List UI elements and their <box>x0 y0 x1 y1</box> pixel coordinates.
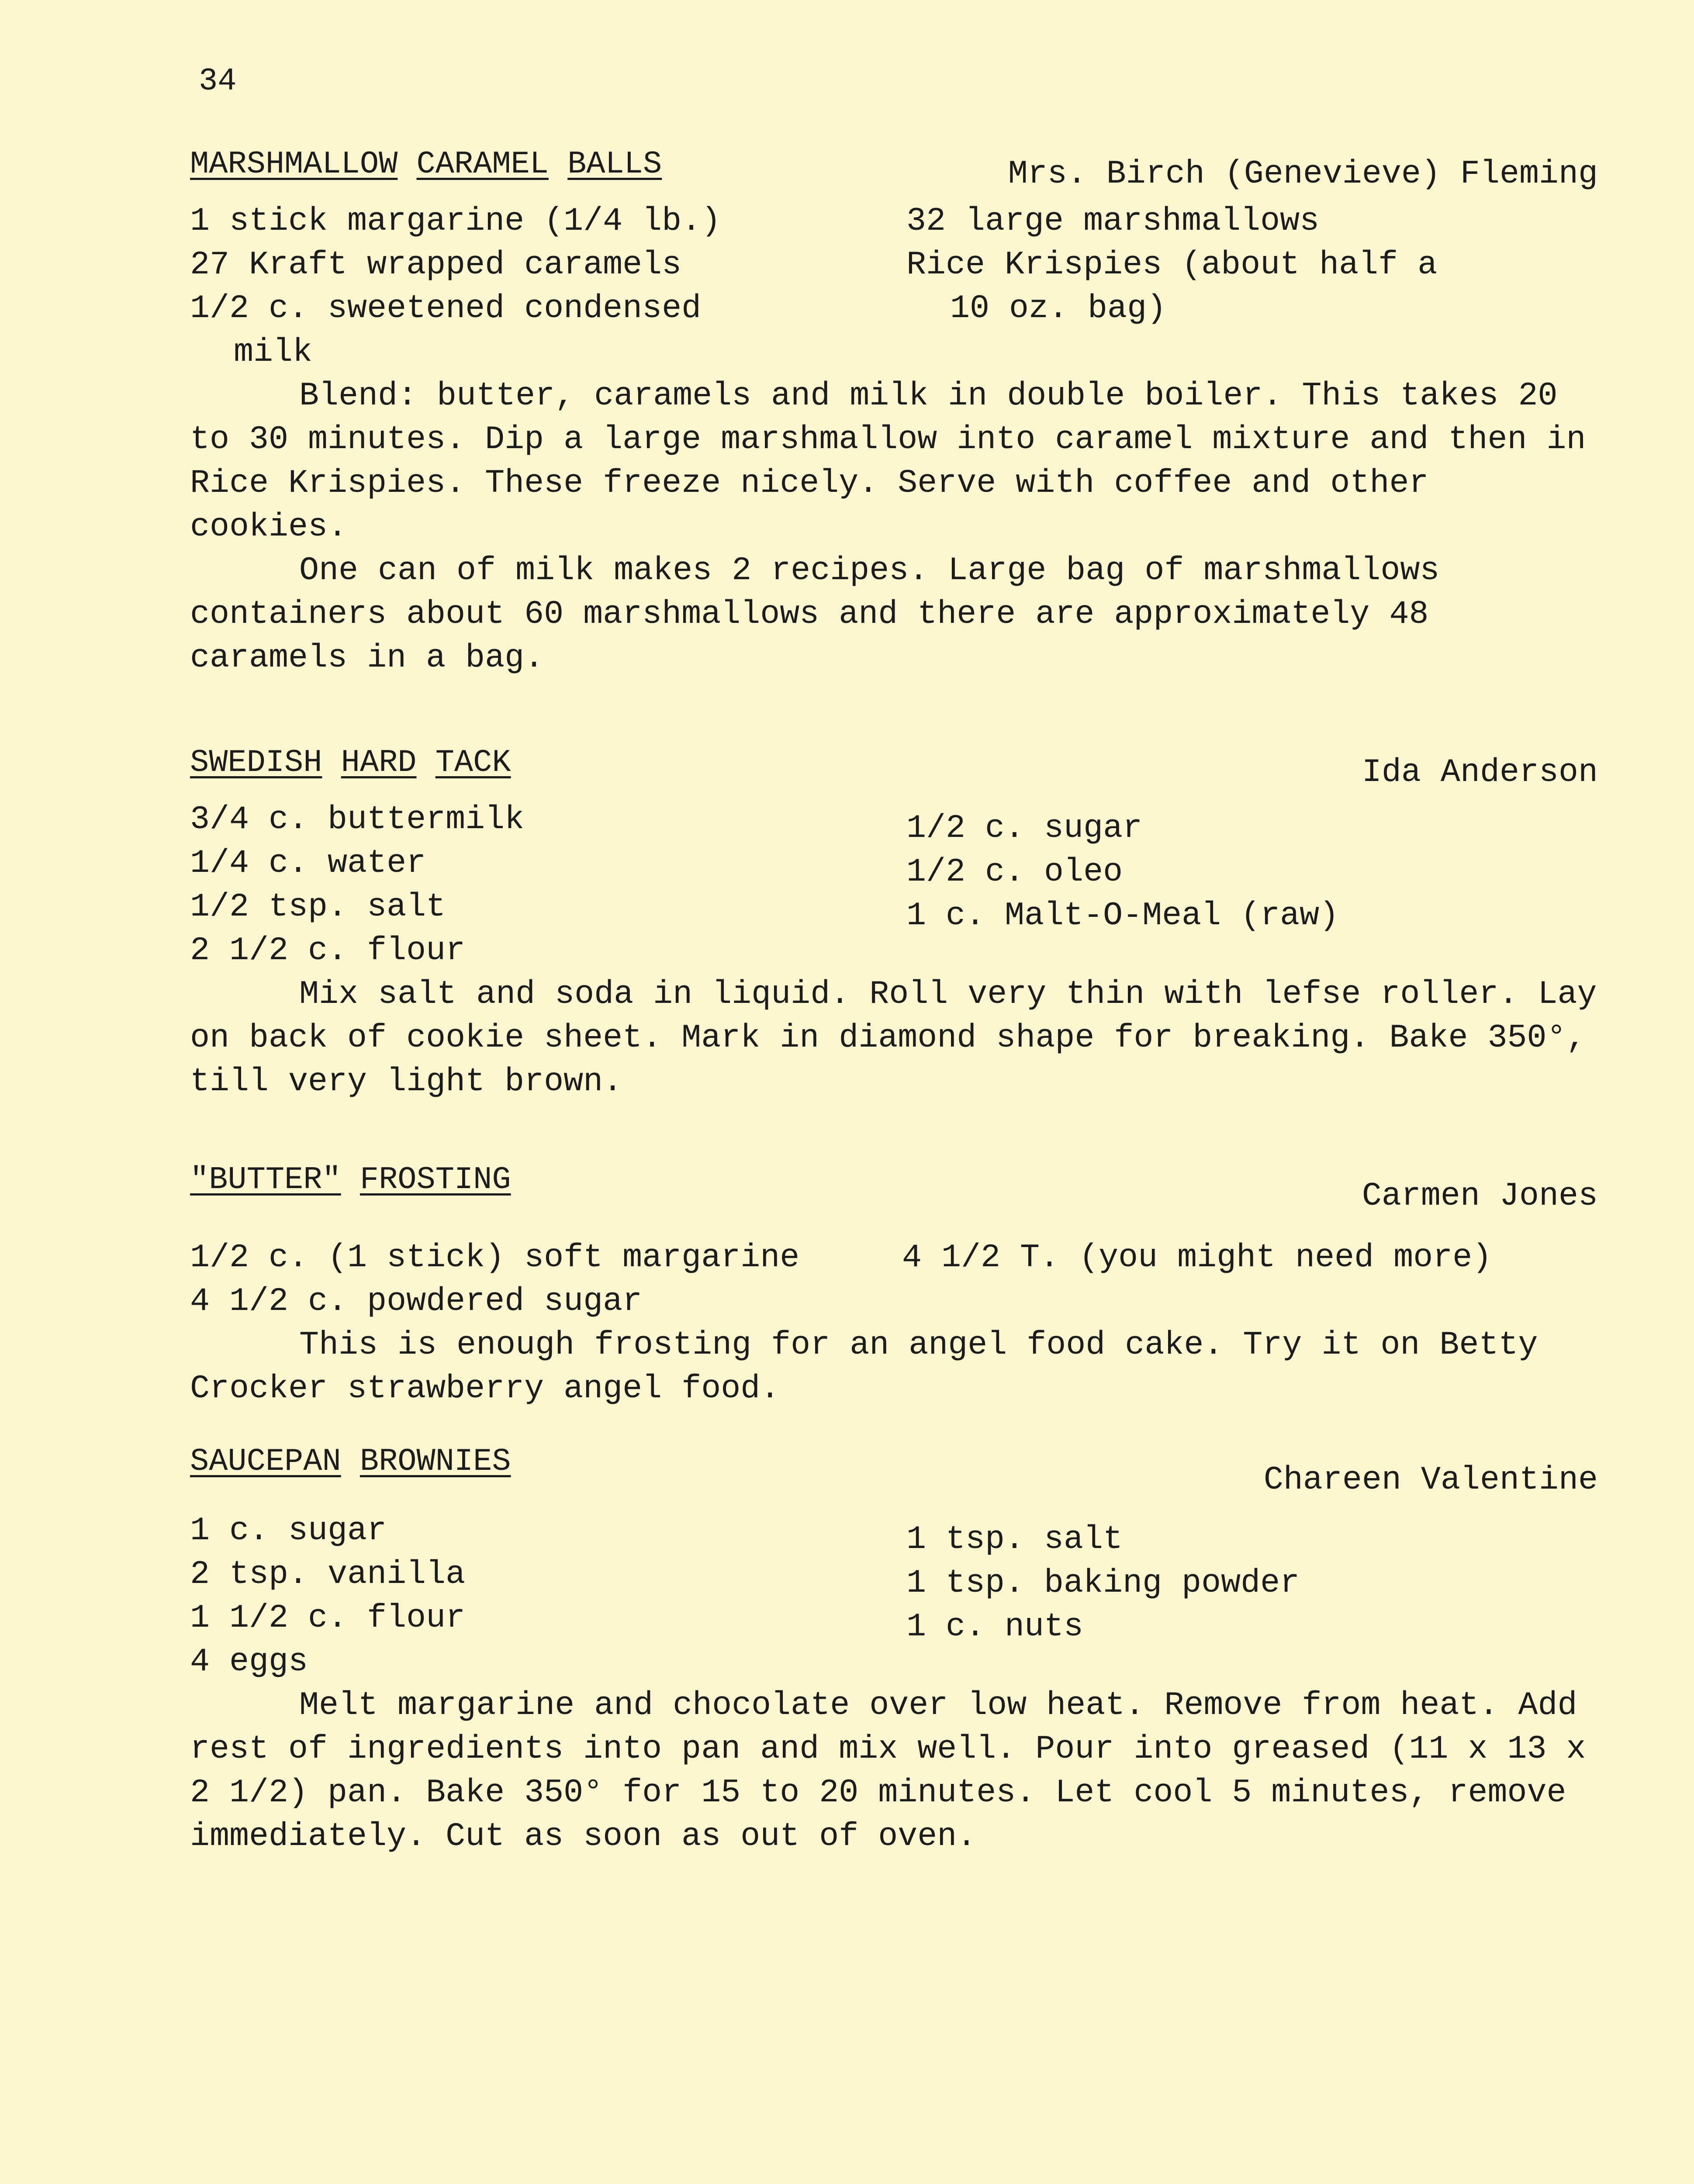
ingredient: 1/4 c. water <box>190 845 426 882</box>
ingredient: 4 eggs <box>190 1643 308 1680</box>
ingredient: 1/2 c. oleo <box>906 854 1123 891</box>
recipe-title <box>190 1160 511 1201</box>
title-word: BROWNIES <box>360 1444 511 1479</box>
ingredients-left <box>190 1236 902 1324</box>
title-word: SWEDISH <box>190 745 322 781</box>
note: One can of milk makes 2 recipes. Large bag of marshmallows containers about 60 marshmallows and there are approximately 48 caramels in a bag. <box>190 552 1440 677</box>
instructions: Mix salt and soda in liquid. Roll very thin with lefse roller. Lay on back of cookie sheet. Mark in diamond shape for breaking. Bake 350°, till very light brown. <box>190 976 1597 1100</box>
recipe-saucepan-brownies <box>190 1441 1598 1859</box>
ingredient: 1/2 tsp. salt <box>190 888 446 926</box>
ingredient: 1 c. nuts <box>906 1608 1084 1645</box>
instructions: Melt margarine and chocolate over low heat. Remove from heat. Add rest of ingredients into pan and mix well. Pour into greased (11 x 13 x 2 1/2) pan. Bake 350° for 15 to 20 minutes. Let cool 5 minutes, remove immediately. Cut as soon as out of oven. <box>190 1687 1586 1855</box>
recipe-butter-frosting <box>190 1160 1598 1411</box>
recipe-title <box>190 1441 511 1482</box>
ingredient: 1 c. Malt-O-Meal (raw) <box>906 897 1339 934</box>
ingredient: 1/2 c. sweetened condensed <box>190 290 702 327</box>
ingredients-right <box>906 1509 1598 1684</box>
title-word: HARD <box>341 745 417 781</box>
ingredients-right <box>902 1236 1598 1324</box>
title-word: TACK <box>435 745 511 781</box>
ingredient: 1/2 c. (1 stick) soft margarine <box>190 1239 800 1276</box>
ingredients-left <box>190 200 906 374</box>
recipe-author: Mrs. Birch (Genevieve) Fleming <box>1008 156 1598 193</box>
ingredient: 3/4 c. buttermilk <box>190 801 525 838</box>
ingredients-left <box>190 1509 906 1684</box>
ingredient: 4 1/2 c. powdered sugar <box>190 1283 643 1320</box>
recipe-swedish-hard-tack <box>190 743 1598 1104</box>
ingredient: 1 tsp. baking powder <box>906 1565 1300 1602</box>
ingredients-right <box>906 200 1598 374</box>
ingredient: 1 stick margarine (1/4 lb.) <box>190 203 721 240</box>
ingredient: 1/2 c. sugar <box>906 810 1143 847</box>
recipe-author: Chareen Valentine <box>1263 1462 1598 1499</box>
ingredient: 4 1/2 T. (you might need more) <box>902 1239 1492 1276</box>
ingredient: Rice Krispies (about half a <box>906 246 1438 283</box>
title-word: "BUTTER" <box>190 1162 341 1198</box>
ingredient: 2 tsp. vanilla <box>190 1556 466 1593</box>
title-word: MARSHMALLOW <box>190 146 398 182</box>
ingredient: 2 1/2 c. flour <box>190 932 466 969</box>
title-word: CARAMEL <box>416 146 549 182</box>
ingredient: 1 tsp. salt <box>906 1521 1123 1558</box>
recipe-marshmallow-caramel-balls <box>190 144 1598 680</box>
instructions: Blend: butter, caramels and milk in double boiler. This takes 20 to 30 minutes. Dip a large marshmallow into caramel mixture and then in Rice Krispies. These freeze nicely. Serve with coffee and other cookies. <box>190 377 1586 546</box>
title-word: FROSTING <box>360 1162 511 1198</box>
recipe-author: Ida Anderson <box>1362 754 1598 791</box>
ingredient: 27 Kraft wrapped caramels <box>190 246 682 283</box>
ingredient: 32 large marshmallows <box>906 203 1320 240</box>
ingredient: 10 oz. bag) <box>950 290 1167 327</box>
ingredient: milk <box>234 334 313 371</box>
title-word: SAUCEPAN <box>190 1444 341 1479</box>
recipe-title <box>190 144 662 185</box>
ingredient: 1 c. sugar <box>190 1512 387 1549</box>
ingredients-left <box>190 798 906 973</box>
ingredient: 1 1/2 c. flour <box>190 1600 466 1637</box>
title-word: BALLS <box>567 146 662 182</box>
ingredients-right <box>906 798 1598 973</box>
recipe-title <box>190 743 511 784</box>
instructions: This is enough frosting for an angel food cake. Try it on Betty Crocker strawberry angel food. <box>190 1327 1538 1407</box>
recipe-author: Carmen Jones <box>1362 1178 1598 1215</box>
page-number: 34 <box>199 63 237 99</box>
